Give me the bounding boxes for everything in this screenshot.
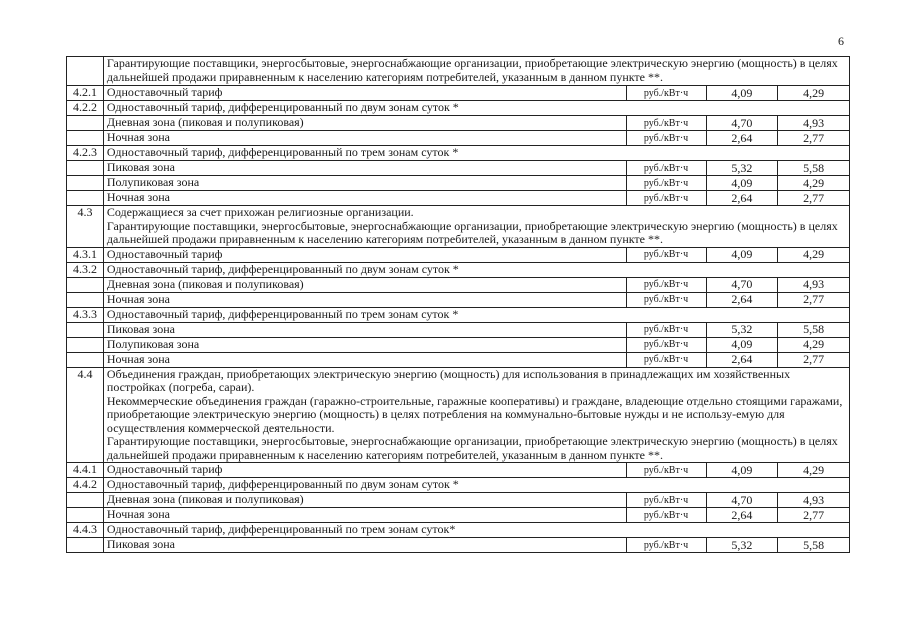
tariff-value-first-half: 2,64 — [706, 191, 778, 206]
zone-name: Ночная зона — [103, 131, 626, 146]
zone-name: Пиковая зона — [103, 161, 626, 176]
tariff-value-second-half: 2,77 — [778, 352, 850, 367]
tariff-value-first-half: 4,09 — [706, 86, 778, 101]
row-number: 4.2.3 — [67, 146, 104, 161]
row-number — [67, 277, 104, 292]
section-description — [103, 206, 849, 248]
tariff-item-row — [67, 478, 850, 493]
tariff-name: Одноставочный тариф, дифференцированный по двум зонам суток * — [103, 101, 849, 116]
tariff-value-second-half: 4,29 — [778, 463, 850, 478]
section-header-row — [67, 57, 850, 86]
row-number — [67, 352, 104, 367]
tariff-value-second-half: 4,29 — [778, 176, 850, 191]
tariff-value-first-half: 5,32 — [706, 161, 778, 176]
tariff-value-second-half: 4,29 — [778, 86, 850, 101]
row-number: 4.2.1 — [67, 86, 104, 101]
time-zone-row — [67, 176, 850, 191]
tariff-name: Одноставочный тариф, дифференцированный по двум зонам суток * — [103, 478, 849, 493]
row-number — [67, 322, 104, 337]
row-number: 4.4.2 — [67, 478, 104, 493]
row-number — [67, 292, 104, 307]
tariff-value-first-half: 4,70 — [706, 116, 778, 131]
zone-name: Ночная зона — [103, 292, 626, 307]
zone-name: Ночная зона — [103, 191, 626, 206]
tariff-item-row — [67, 101, 850, 116]
zone-name: Дневная зона (пиковая и полупиковая) — [103, 277, 626, 292]
time-zone-row — [67, 493, 850, 508]
tariff-value-first-half: 5,32 — [706, 538, 778, 553]
description-paragraph: Содержащиеся за счет прихожан религиозные организации. — [106, 205, 414, 219]
zone-name: Ночная зона — [103, 352, 626, 367]
unit-cell: руб./кВт·ч — [626, 493, 706, 508]
unit-cell: руб./кВт·ч — [626, 277, 706, 292]
zone-name: Полупиковая зона — [103, 176, 626, 191]
row-number — [67, 116, 104, 131]
tariff-value-second-half: 2,77 — [778, 508, 850, 523]
time-zone-row — [67, 277, 850, 292]
zone-name: Ночная зона — [103, 508, 626, 523]
row-number: 4.2.2 — [67, 101, 104, 116]
row-number: 4.4.1 — [67, 463, 104, 478]
time-zone-row — [67, 292, 850, 307]
tariff-value-second-half: 5,58 — [778, 322, 850, 337]
section-description — [103, 57, 849, 86]
tariff-name: Одноставочный тариф, дифференцированный по трем зонам суток * — [103, 307, 849, 322]
time-zone-row — [67, 161, 850, 176]
tariff-item-row — [67, 262, 850, 277]
tariff-item-row — [67, 146, 850, 161]
tariff-value-second-half: 4,29 — [778, 247, 850, 262]
row-number: 4.4 — [67, 367, 104, 463]
time-zone-row — [67, 337, 850, 352]
time-zone-row — [67, 538, 850, 553]
row-number: 4.4.3 — [67, 523, 104, 538]
tariff-value-second-half: 2,77 — [778, 131, 850, 146]
row-number: 4.3.2 — [67, 262, 104, 277]
unit-cell: руб./кВт·ч — [626, 116, 706, 131]
tariff-value-first-half: 4,09 — [706, 247, 778, 262]
tariff-value-second-half: 4,29 — [778, 337, 850, 352]
tariff-name: Одноставочный тариф, дифференцированный по трем зонам суток* — [103, 523, 849, 538]
tariff-table-body — [67, 57, 850, 553]
time-zone-row — [67, 131, 850, 146]
tariff-value-second-half: 4,93 — [778, 277, 850, 292]
row-number — [67, 337, 104, 352]
row-number — [67, 493, 104, 508]
section-description — [103, 367, 849, 463]
unit-cell: руб./кВт·ч — [626, 176, 706, 191]
tariff-item-row — [67, 86, 850, 101]
time-zone-row — [67, 116, 850, 131]
unit-cell: руб./кВт·ч — [626, 161, 706, 176]
tariff-value-second-half: 5,58 — [778, 161, 850, 176]
tariff-item-row — [67, 523, 850, 538]
zone-name: Пиковая зона — [103, 322, 626, 337]
tariff-item-row — [67, 463, 850, 478]
tariff-value-first-half: 2,64 — [706, 508, 778, 523]
row-number: 4.3.3 — [67, 307, 104, 322]
description-paragraph: Гарантирующие поставщики, энергосбытовые, энергоснабжающие организации, приобретающие электрическую энергию (мощность) в целях дальнейшей продажи приравненным к населению категориям потребителей, указанным в данном пункте **. — [106, 56, 838, 84]
unit-cell: руб./кВт·ч — [626, 247, 706, 262]
unit-cell: руб./кВт·ч — [626, 337, 706, 352]
tariff-name: Одноставочный тариф, дифференцированный по двум зонам суток * — [103, 262, 849, 277]
unit-cell: руб./кВт·ч — [626, 131, 706, 146]
row-number — [67, 161, 104, 176]
section-header-row — [67, 367, 850, 463]
row-number: 4.3 — [67, 206, 104, 248]
tariff-value-first-half: 4,09 — [706, 176, 778, 191]
description-paragraph: Гарантирующие поставщики, энергосбытовые, энергоснабжающие организации, приобретающие электрическую энергию (мощность) в целях дальнейшей продажи приравненным к населению категориям потребителей, указанным в данном пункте **. — [106, 434, 838, 462]
row-number — [67, 176, 104, 191]
unit-cell: руб./кВт·ч — [626, 508, 706, 523]
row-number — [67, 57, 104, 86]
zone-name: Полупиковая зона — [103, 337, 626, 352]
unit-cell: руб./кВт·ч — [626, 322, 706, 337]
row-number — [67, 508, 104, 523]
tariff-name: Одноставочный тариф — [103, 247, 626, 262]
tariff-value-first-half: 2,64 — [706, 131, 778, 146]
tariff-value-first-half: 2,64 — [706, 292, 778, 307]
tariff-name: Одноставочный тариф — [103, 463, 626, 478]
unit-cell: руб./кВт·ч — [626, 191, 706, 206]
description-paragraph: Объединения граждан, приобретающих электрическую энергию (мощность) для использования в принадлежащих им хозяйственных постройках (погреба, сараи). — [106, 366, 791, 394]
page-number: 6 — [838, 34, 844, 48]
tariff-value-second-half: 2,77 — [778, 292, 850, 307]
tariff-value-first-half: 4,09 — [706, 337, 778, 352]
unit-cell: руб./кВт·ч — [626, 352, 706, 367]
row-number — [67, 131, 104, 146]
tariff-value-second-half: 5,58 — [778, 538, 850, 553]
time-zone-row — [67, 352, 850, 367]
tariff-name: Одноставочный тариф, дифференцированный по трем зонам суток * — [103, 146, 849, 161]
section-header-row — [67, 206, 850, 248]
tariff-value-first-half: 2,64 — [706, 352, 778, 367]
description-paragraph: Гарантирующие поставщики, энергосбытовые, энергоснабжающие организации, приобретающие электрическую энергию (мощность) в целях дальнейшей продажи приравненным к населению категориям потребителей, указанным в данном пункте **. — [106, 218, 838, 246]
row-number — [67, 538, 104, 553]
zone-name: Пиковая зона — [103, 538, 626, 553]
tariff-value-second-half: 4,93 — [778, 493, 850, 508]
time-zone-row — [67, 191, 850, 206]
tariff-name: Одноставочный тариф — [103, 86, 626, 101]
tariff-item-row — [67, 307, 850, 322]
row-number — [67, 191, 104, 206]
tariff-value-second-half: 4,93 — [778, 116, 850, 131]
unit-cell: руб./кВт·ч — [626, 463, 706, 478]
description-paragraph: Некоммерческие объединения граждан (гаражно-строительные, гаражные кооперативы) и граждане, владеющие отдельно стоящими гаражами, приобретающие электрическую энергию (мощность) в целях потребления на коммунально-бытовые нужды и не использу-емую для осуществления коммерческой деятельности. — [106, 393, 843, 435]
tariff-table — [66, 56, 850, 553]
unit-cell: руб./кВт·ч — [626, 292, 706, 307]
unit-cell: руб./кВт·ч — [626, 538, 706, 553]
tariff-value-first-half: 5,32 — [706, 322, 778, 337]
tariff-value-second-half: 2,77 — [778, 191, 850, 206]
tariff-item-row — [67, 247, 850, 262]
zone-name: Дневная зона (пиковая и полупиковая) — [103, 493, 626, 508]
zone-name: Дневная зона (пиковая и полупиковая) — [103, 116, 626, 131]
row-number: 4.3.1 — [67, 247, 104, 262]
tariff-value-first-half: 4,70 — [706, 493, 778, 508]
tariff-value-first-half: 4,70 — [706, 277, 778, 292]
time-zone-row — [67, 322, 850, 337]
unit-cell: руб./кВт·ч — [626, 86, 706, 101]
time-zone-row — [67, 508, 850, 523]
tariff-value-first-half: 4,09 — [706, 463, 778, 478]
